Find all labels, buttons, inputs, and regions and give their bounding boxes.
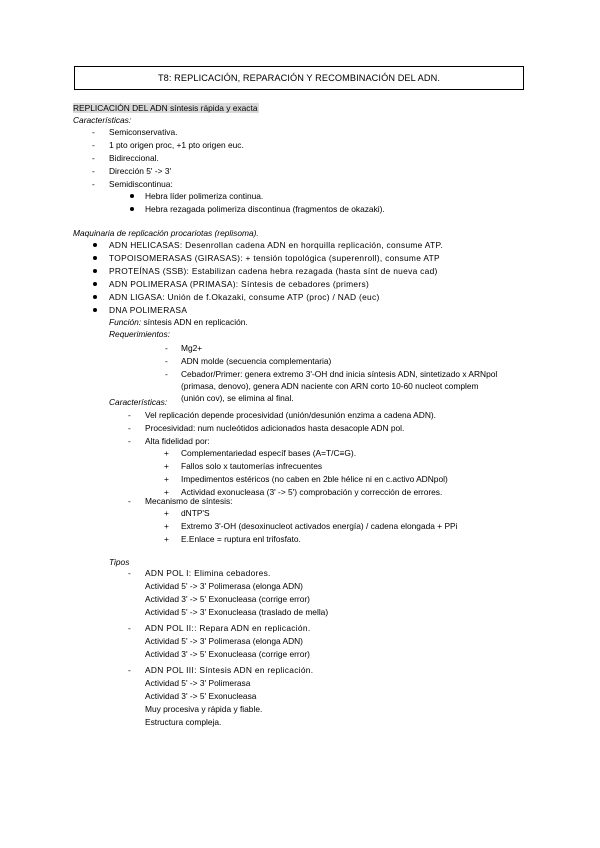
dash-marker: - — [92, 166, 95, 176]
pol3-note: Estructura compleja. — [145, 717, 222, 727]
dash-marker: - — [92, 127, 95, 137]
dash-marker: - — [165, 356, 168, 366]
mechanism-item: E.Enlace = ruptura enl trifosfato. — [181, 534, 301, 544]
plus-marker: + — [164, 474, 169, 484]
sub-list-item: Hebra rezagada polimeriza discontinua (fragmentos de okazaki). — [145, 204, 385, 214]
req-item: ADN molde (secuencia complementaria) — [181, 356, 332, 366]
funcion-label: Función: — [109, 317, 142, 327]
list-item: Semiconservativa. — [109, 127, 178, 137]
list-item: TOPOISOMERASAS (GIRASAS): + tensión topológica (superenroll), consume ATP — [109, 253, 440, 263]
list-item: ADN HELICASAS: Desenrollan cadena ADN en horquilla replicación, consume ATP. — [109, 240, 443, 250]
bullet-icon — [93, 308, 97, 312]
heading-highlight: REPLICACIÓN DEL ADN síntesis rápida y exacta — [73, 103, 258, 113]
dash-marker: - — [128, 436, 131, 446]
pol2-title: ADN POL II:: Repara ADN en replicación. — [145, 623, 311, 633]
plus-marker: + — [164, 508, 169, 518]
dash-marker: - — [92, 179, 95, 189]
pol3-title: ADN POL III: Síntesis ADN en replicación. — [145, 665, 314, 675]
bullet-icon — [130, 194, 134, 198]
list-item: DNA POLIMERASA — [109, 305, 188, 315]
list-item: Dirección 5' -> 3' — [109, 166, 172, 176]
fidelity-item: Fallos solo x tautomerías infrecuentes — [181, 461, 323, 471]
pol2-activity: Actividad 3' -> 5' Exonucleasa (corrige error) — [145, 649, 310, 659]
pol1-title: ADN POL I: Elimina cebadores. — [145, 568, 271, 578]
pol3-note: Muy procesiva y rápida y fiable. — [145, 704, 263, 714]
section-heading-replicacion — [73, 102, 259, 114]
car-item: Alta fidelidad por: — [145, 436, 210, 446]
plus-marker: + — [164, 487, 169, 497]
car-item: Mecanismo de síntesis: — [145, 496, 233, 506]
pol1-activity: Actividad 5' -> 3' Polimerasa (elonga ADN) — [145, 581, 303, 591]
dash-marker: - — [92, 153, 95, 163]
list-item: PROTEÍNAS (SSB): Estabilizan cadena hebra rezagada (hasta sínt de nueva cad) — [109, 266, 438, 276]
req-item: Mg2+ — [181, 343, 203, 353]
section-heading-maquinaria: Maquinaria de replicación procariotas (replisoma). — [73, 228, 259, 238]
mechanism-item: dNTP'S — [181, 508, 210, 518]
list-item: Semidiscontinua: — [109, 179, 173, 189]
requerimientos-label: Requerimientos: — [109, 329, 170, 339]
car-item: Vel replicación depende procesividad (unión/desunión enzima a cadena ADN). — [145, 410, 436, 420]
fidelity-item: Impedimentos estéricos (no caben en 2ble hélice ni en c.activo ADNpol) — [181, 474, 448, 484]
pol1-activity: Actividad 5' -> 3' Exonucleasa (traslado de mella) — [145, 607, 329, 617]
car-item: Procesividad: num nucleótidos adicionados hasta desacople ADN pol. — [145, 423, 405, 433]
req-item-continued: (unión cov), se elimina al final. — [181, 393, 294, 403]
list-item: Bidireccional. — [109, 153, 159, 163]
pol2-activity: Actividad 5' -> 3' Polimerasa (elonga ADN) — [145, 636, 303, 646]
list-item: 1 pto origen proc, +1 pto origen euc. — [109, 140, 244, 150]
pol3-activity: Actividad 3' -> 5' Exonucleasa — [145, 691, 257, 701]
funcion-text: síntesis ADN en replicación. — [141, 317, 248, 327]
dash-marker: - — [128, 568, 131, 578]
bullet-icon — [93, 269, 97, 273]
fidelity-item: Actividad exonucleasa (3' -> 5') comprobación y corrección de errores. — [181, 487, 443, 497]
fidelity-item: Complementariedad específ bases (A=T/C≡G). — [181, 448, 357, 458]
plus-marker: + — [164, 461, 169, 471]
funcion-line — [109, 316, 248, 328]
bullet-icon — [130, 207, 134, 211]
caracteristicas-label-2: Características: — [109, 397, 168, 407]
plus-marker: + — [164, 534, 169, 544]
sub-list-item: Hebra líder polimeriza continua. — [145, 191, 264, 201]
plus-marker: + — [164, 521, 169, 531]
dash-marker: - — [128, 623, 131, 633]
dash-marker: - — [165, 343, 168, 353]
list-item: ADN POLIMERASA (PRIMASA): Síntesis de cebadores (primers) — [109, 279, 370, 289]
dash-marker: - — [128, 410, 131, 420]
dash-marker: - — [92, 140, 95, 150]
dash-marker: - — [128, 665, 131, 675]
bullet-icon — [93, 295, 97, 299]
tipos-label: Tipos — [109, 557, 130, 567]
dash-marker: - — [128, 496, 131, 506]
bullet-icon — [93, 282, 97, 286]
pol1-activity: Actividad 3' -> 5' Exonucleasa (corrige error) — [145, 594, 310, 604]
dash-marker: - — [128, 423, 131, 433]
bullet-icon — [93, 243, 97, 247]
bullet-icon — [93, 256, 97, 260]
req-item-continued: (primasa, denovo), genera ADN naciente con ARN corto 10-60 nucleot complem — [181, 381, 479, 391]
caracteristicas-label: Características: — [73, 115, 132, 125]
dash-marker: - — [165, 369, 168, 379]
plus-marker: + — [164, 448, 169, 458]
mechanism-item: Extremo 3'-OH (desoxinucleot activados energía) / cadena elongada + PPi — [181, 521, 458, 531]
req-item: Cebador/Primer: genera extremo 3'-OH dnd inicia síntesis ADN, sintetizado x ARNpol — [181, 369, 498, 379]
list-item: ADN LIGASA: Unión de f.Okazaki, consume ATP (proc) / NAD (euc) — [109, 292, 380, 302]
pol3-activity: Actividad 5' -> 3' Polimerasa — [145, 678, 251, 688]
page-title: T8: REPLICACIÓN, REPARACIÓN Y RECOMBINACIÓN DEL ADN. — [74, 66, 524, 90]
